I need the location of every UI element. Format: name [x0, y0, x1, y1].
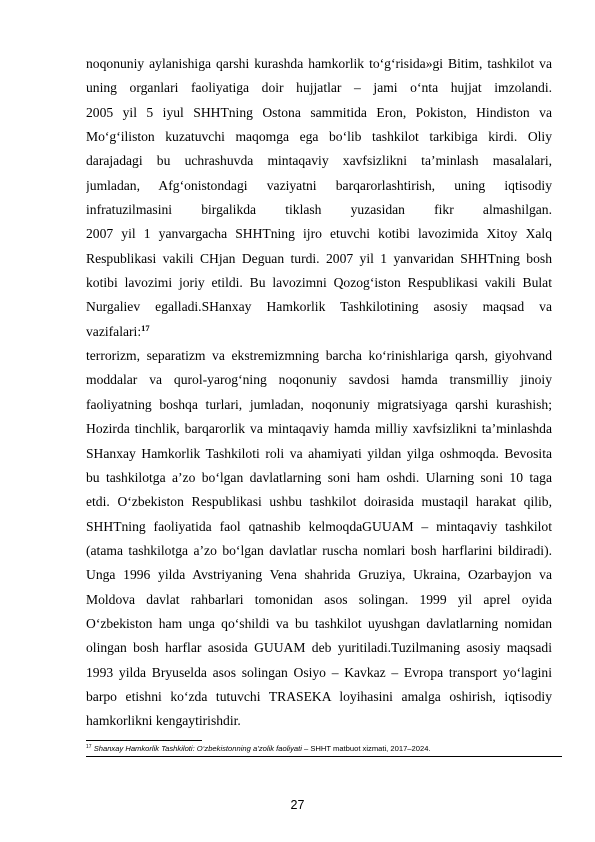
text-line: Respublikasi vakili CHjan Deguan turdi. 2007 yil 1 yanvaridan SHHTning bosh	[86, 250, 552, 266]
text-line: noqonuniy aylanishiga qarshi kurashda hamkorlik to‘g‘risida»gi Bitim, tashkilot va	[86, 56, 552, 71]
text-line: O‘zbekiston ham unga qo‘shildi va bu tashkilot uyushgan davlatlarning nomidan	[86, 615, 552, 631]
text-line: infratuzilmasini birgalikda tiklash yuzasidan fikr almashilgan.	[86, 202, 552, 218]
text-line: faoliyatning boshqa turlari, jumladan, noqonuniy migratsiyaga qarshi kurashish;	[86, 396, 552, 412]
text-line: 2007 yil 1 yanvargacha SHHTning ijro etuvchi kotibi lavozimida Xitoy Xalq	[86, 226, 552, 242]
text-line: kotibi lavozimi joriy etildi. Bu lavozimni Qozog‘iston Respublikasi vakili Bulat	[86, 275, 552, 291]
text-line: 2005 yil 5 iyul SHHTning Ostona sammitida Eron, Pokiston, Hindiston va	[86, 104, 552, 120]
text-line-content: vazifalari:	[86, 323, 142, 339]
body-text	[86, 52, 552, 734]
text-line: etdi. O‘zbekiston Respublikasi ushbu tashkilot doirasida mustaqil harakat qilib,	[86, 494, 552, 510]
text-line: SHHTning faoliyatida faol qatnashib kelmoqdaGUUAM – mintaqaviy tashkilot	[86, 518, 552, 534]
footnote-underline	[86, 756, 562, 757]
footnote-separator	[86, 740, 202, 741]
text-line: (atama tashkilotga a’zo bo‘lgan davlatlar ruscha nomlari bosh harflarini bildiradi).	[86, 542, 552, 558]
text-line: olingan bosh harflar asosida GUUAM deb yuritiladi.Tuzilmaning asosiy maqsadi	[86, 640, 552, 656]
text-line-with-footnote-ref	[86, 320, 552, 344]
text-line: barpo etishni ko‘zda tutuvchi TRASEKA loyihasini amalga oshirish, iqtisodiy	[86, 688, 552, 704]
text-line: SHanxay Hamkorlik Tashkiloti roli va ahamiyati yildan yilga oshmoqda. Bevosita	[86, 445, 552, 461]
text-line: Moldova davlat rahbarlari tomonidan asos solingan. 1999 yil aprel oyida	[86, 591, 552, 607]
footnote-title: Shanxay Hamkorlik Tashkiloti: O‘zbekistonning a’zolik faoliyati	[93, 744, 302, 753]
footnote-source: – SHHT matbuot xizmati, 2017–2024.	[301, 744, 431, 753]
page-number: 27	[290, 798, 305, 812]
text-line: darajadagi bu uchrashuvda mintaqaviy xavfsizlikni ta’minlash masalalari,	[86, 153, 552, 169]
footnote	[86, 744, 556, 754]
text-line: jumladan, Afg‘onistondagi vaziyatni barqarorlashtirish, uning iqtisodiy	[86, 177, 552, 193]
text-line: uning organlari faoliyatiga doir hujjatlar – jami o‘nta hujjat imzolandi.	[86, 80, 552, 96]
text-line: Unga 1996 yilda Avstriyaning Vena shahrida Gruziya, Ukraina, Ozarbayjon va	[86, 567, 552, 583]
text-line: Nurgaliev egalladi.SHanxay Hamkorlik Tashkilotining asosiy maqsad va	[86, 299, 552, 315]
footnote-ref[interactable]: 17	[141, 322, 150, 333]
text-line: 1993 yilda Bryuselda asos solingan Osiyo – Kavkaz – Evropa transport yo‘lagini	[86, 664, 552, 680]
text-line: terrorizm, separatizm va ekstremizmning barcha ko‘rinishlariga qarsh, giyohvand	[86, 348, 552, 364]
footnote-number: 17	[86, 744, 92, 750]
text-line: Mo‘g‘iliston kuzatuvchi maqomga ega bo‘lib tashkilot tarkibiga kirdi. Oliy	[86, 129, 552, 145]
text-line: Hozirda tinchlik, barqarorlik va mintaqaviy hamda milliy xavfsizlikni ta’minlashda	[86, 421, 552, 437]
text-line: bu tashkilotga a’zo bo‘lgan davlatlarning soni ham oshdi. Ularning soni 10 taga	[86, 469, 552, 485]
text-line: hamkorlikni kengaytirishdir.	[86, 713, 241, 729]
text-line: moddalar va qurol-yarog‘ning noqonuniy savdosi hamda transmilliy jinoiy	[86, 372, 552, 388]
